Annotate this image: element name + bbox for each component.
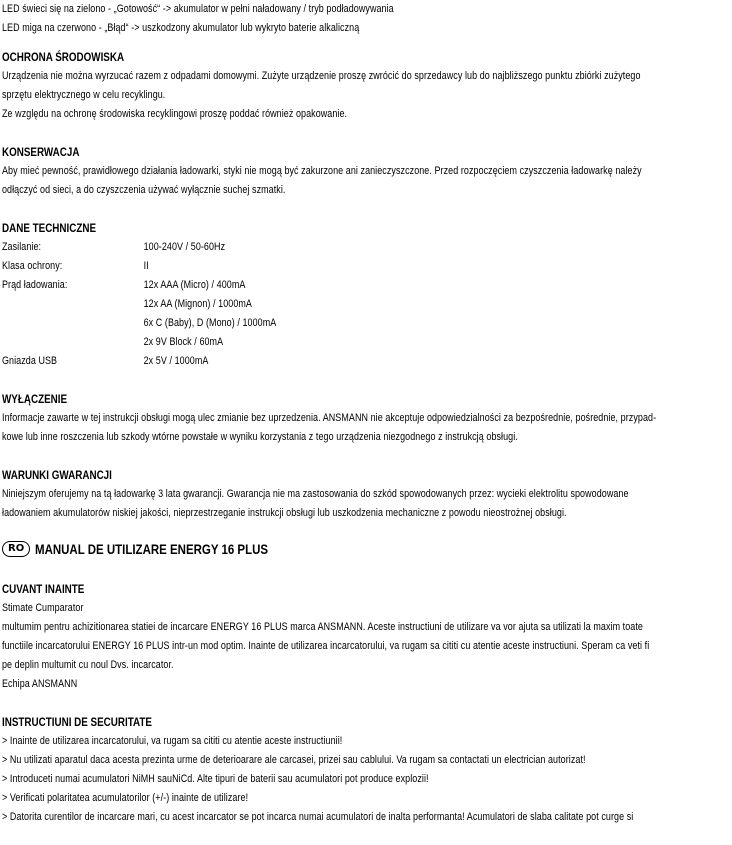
spec-value: 100-240V / 50-60Hz xyxy=(143,241,226,253)
paragraph-line: Niniejszym oferujemy na tą ładowarkę 3 lata gwarancji. Gwarancja nie ma zastosowania do szkód spowodowanych przez: wycieki elektrolitu spowodowane xyxy=(2,488,629,500)
paragraph-line: Informacje zawarte w tej instrukcji obsługi mogą ulec zmianie bez uprzedzenia. ANSMANN nie akceptuje odpowiedzialności za bezpośrednie, pośrednie, przypad- xyxy=(2,412,657,424)
paragraph-line: functiile incarcatorului ENERGY 16 PLUS intr-un mod optim. Inainte de utilizarea incarcatorului, va rugam sa cititi cu atentie aceste instructiuni. Speram ca veti fi xyxy=(2,640,650,652)
paragraph-line: Stimate Cumparator xyxy=(2,602,84,614)
tech-spec-table xyxy=(2,238,730,371)
led-line-green: LED świeci się na zielono - „Gotowość“ -> akumulator w pełni naładowany / tryb podładowywania xyxy=(2,3,394,15)
spec-value: 12x AA (Mignon) / 1000mA xyxy=(143,298,252,310)
spec-row xyxy=(2,352,584,371)
section-title-warranty: WARUNKI GWARANCJI xyxy=(2,468,112,482)
spec-value: II xyxy=(143,260,149,272)
spec-row xyxy=(2,333,584,352)
section-title-maintenance: KONSERWACJA xyxy=(2,145,80,159)
spec-value: 12x AAA (Micro) / 400mA xyxy=(143,279,246,291)
spec-row xyxy=(2,238,584,257)
list-item: > Introduceti numai acumulatori NiMH sauNiCd. Alte tipuri de baterii sau acumulatori pot produce explozii! xyxy=(2,773,429,785)
paragraph-line: pe deplin multumit cu noul Dvs. incarcator. xyxy=(2,659,174,671)
spec-key: Gniazda USB xyxy=(2,355,58,367)
led-line-red: LED miga na czerwono - „Błąd“ -> uszkodzony akumulator lub wykryto baterie alkaliczną xyxy=(2,22,360,34)
spec-row xyxy=(2,276,584,295)
spec-key: Klasa ochrony: xyxy=(2,260,63,272)
spec-key: Prąd ładowania: xyxy=(2,279,68,291)
spec-value: 6x C (Baby), D (Mono) / 1000mA xyxy=(143,317,277,329)
spec-key xyxy=(2,295,144,314)
paragraph-line: multumim pentru achizitionarea statiei de incarcare ENERGY 16 PLUS marca ANSMANN. Aceste instructiuni de utilizare va vor ajuta sa utilizati la maxim toate xyxy=(2,621,643,633)
list-item: > Verificati polaritatea acumulatorilor (+/-) inainte de utilizare! xyxy=(2,792,249,804)
led-status-list xyxy=(2,0,730,38)
paragraph-line: ładowaniem akumulatorów niskiej jakości, nieprzestrzeganie instrukcji obsługi lub uszkodzenia mechaniczne z powodu nieostrożnej obsługi. xyxy=(2,507,567,519)
paragraph-line: Ze względu na ochronę środowiska recyklingowi proszę poddać również opakowanie. xyxy=(2,108,348,120)
paragraph-line: odłączyć od sieci, a do czyszczenia używać wyłącznie suchej szmatki. xyxy=(2,184,286,196)
section-title-disclaimer: WYŁĄCZENIE xyxy=(2,392,68,406)
list-item: > Datorita curentilor de incarcare mari, cu acest incarcator se pot incarca numai acumulatori de inalta performanta! Acumulatori de slaba calitate pot curge si xyxy=(2,811,634,823)
spec-value: 2x 9V Block / 60mA xyxy=(143,336,224,348)
section-title-foreword: CUVANT INAINTE xyxy=(2,582,85,596)
paragraph-line: sprzętu elektrycznego w celu recyklingu. xyxy=(2,89,166,101)
manual-title: MANUAL DE UTILIZARE ENERGY 16 PLUS xyxy=(35,541,269,557)
safety-list xyxy=(2,732,730,827)
ro-manual-header xyxy=(2,537,730,561)
paragraph-line: Aby mieć pewność, prawidłowego działania ładowarki, styki nie mogą być zakurzone ani zanieczyszczone. Przed rozpoczęciem czyszczenia ładowarkę należy xyxy=(2,165,642,177)
spec-key: Zasilanie: xyxy=(2,241,42,253)
spec-key xyxy=(2,333,144,352)
document-page xyxy=(2,0,730,827)
spec-row xyxy=(2,295,584,314)
paragraph-line: Urządzenia nie można wyrzucać razem z odpadami domowymi. Zużyte urządzenie proszę zwrócić do sprzedawcy lub do najbliższego punktu zbiórki zużytego xyxy=(2,70,641,82)
paragraph-line: kowe lub inne roszczenia lub szkody wtórne powstałe w wyniku korzystania z tego urządzenia niezgodnego z instrukcją obsługi. xyxy=(2,431,518,443)
paragraph-line: Echipa ANSMANN xyxy=(2,678,78,690)
list-item: > Inainte de utilizarea incarcatorului, va rugam sa cititi cu atentie aceste instructiunii! xyxy=(2,735,343,747)
spec-row xyxy=(2,314,584,333)
section-title-environment: OCHRONA ŚRODOWISKA xyxy=(2,50,125,64)
spec-row xyxy=(2,257,584,276)
spec-value: 2x 5V / 1000mA xyxy=(143,355,209,367)
language-badge-ro: RO xyxy=(2,541,30,557)
section-title-safety: INSTRUCTIUNI DE SECURITATE xyxy=(2,715,152,729)
spec-key xyxy=(2,314,144,333)
section-title-technical-data: DANE TECHNICZNE xyxy=(2,221,97,235)
list-item: > Nu utilizati aparatul daca acesta prezinta urme de deterioarare ale carcasei, prizei sau cablului. Va rugam sa contactati un electrician autorizat! xyxy=(2,754,586,766)
